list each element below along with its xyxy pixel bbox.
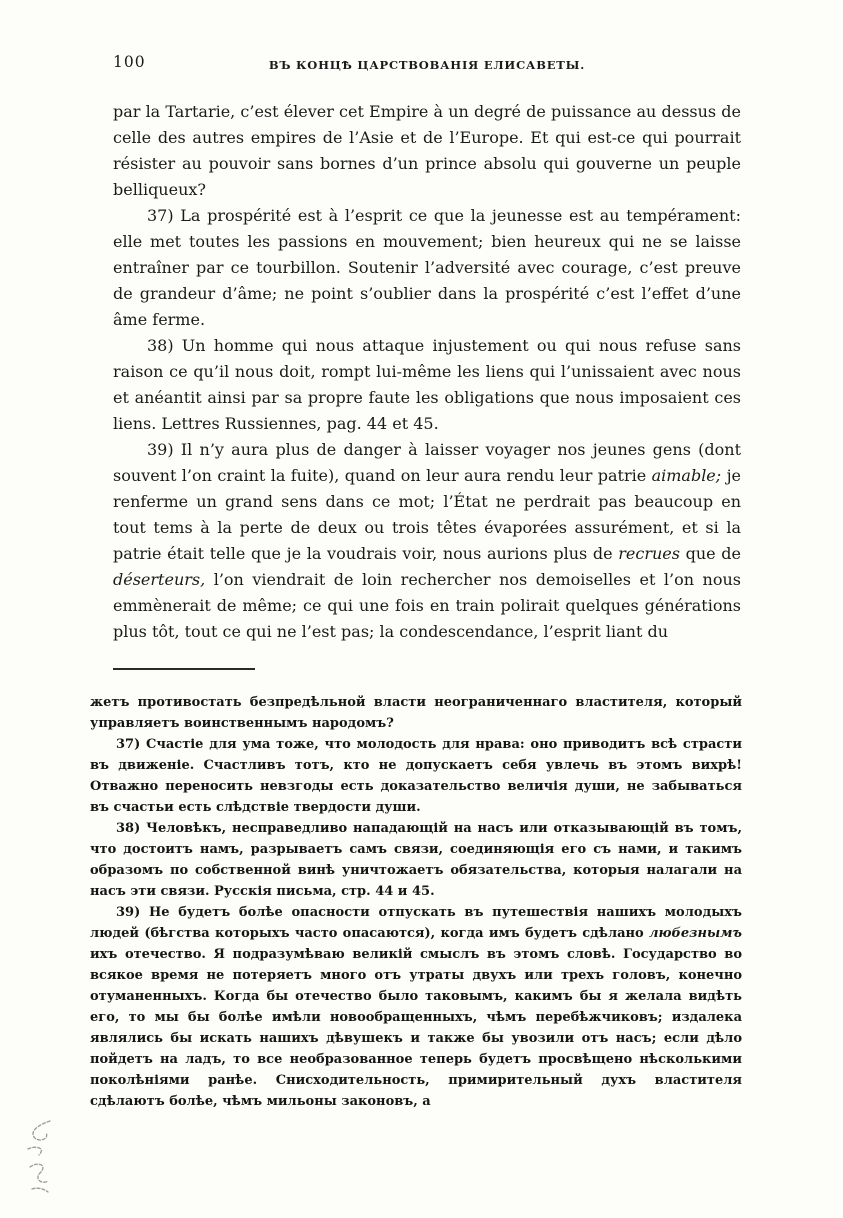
text-run: que de bbox=[679, 544, 741, 563]
text-run: 37) Счастіе для ума тоже, что молодость для нрава: оно приводитъ всѣ страсти въ движеніе. Счастливъ тотъ, кто не допускаетъ себя увлечь въ этомъ вихрѣ! Отважно переносить невзгоды есть доказательство величія души, не забываться въ счастьи есть слѣдствіе твердости души. bbox=[90, 737, 742, 815]
text-run: жетъ противостать безпредѣльной власти неограниченнаго властителя, который управляетъ воинственнымъ народомъ? bbox=[90, 695, 742, 731]
paragraph bbox=[113, 333, 741, 437]
paragraph bbox=[90, 734, 742, 818]
text-run: 39) Не будетъ болѣе опасности отпускать въ путешествія нашихъ молодыхъ людей (бѣгства которыхъ часто опасаются), когда имъ будетъ сдѣлано bbox=[90, 905, 742, 941]
main-text bbox=[113, 99, 741, 645]
text-run: 39) Il n’y aura plus de danger à laisser voyager nos jeunes gens (dont souvent l’on craint la fuite), quand on leur aura rendu leur patrie bbox=[113, 440, 741, 485]
paragraph bbox=[113, 203, 741, 333]
page-number: 100 bbox=[113, 53, 146, 71]
paragraph bbox=[90, 818, 742, 902]
text-run: 38) Un homme qui nous attaque injustement ou qui nous refuse sans raison ce qu’il nous doit, rompt lui-même les liens qui l’unissaient avec nous et anéantit ainsi par sa propre faute les obligations que nous imposaient ces liens. Lettres Russiennes, pag. 44 et 45. bbox=[113, 336, 741, 433]
text-run: ихъ отечество. Я подразумѣваю великій смыслъ въ этомъ словѣ. Государство во всякое время не потеряетъ много отъ утраты двухъ или трехъ головъ, конечно отуманенныхъ. Когда бы отечество было таковымъ, какимъ бы я желала видѣть его, то мы бы болѣе имѣли новообращенныхъ, чѣмъ перебѣжчиковъ; издалека являлись бы искать нашихъ дѣвушекъ и также бы увозили отъ насъ; если дѣло пойдетъ на ладъ, то все необразованное теперь будетъ просвѣщено нѣсколькими поколѣніями ранѣе. Снисходительность, примирительный духъ властителя сдѣлаютъ болѣе, чѣмъ мильоны законовъ, а bbox=[90, 947, 742, 1109]
paragraph bbox=[113, 437, 741, 645]
text-run: par la Tartarie, c’est élever cet Empire à un degré de puissance au dessus de celle des autres empires de l’Asie et de l’Europe. Et qui est-ce qui pourrait résister au pouvoir sans bornes d’un prince absolu qui gouverne un peuple belliqueux? bbox=[113, 102, 741, 199]
running-header: ВЪ КОНЦѢ ЦАРСТВОВАНІЯ ЕЛИСАВЕТЫ. bbox=[268, 58, 586, 72]
paragraph bbox=[90, 902, 742, 1112]
text-run: je renferme un grand sens dans ce mot; l’État ne perdrait pas beaucoup en tout tems à la perte de deux ou trois têtes évaporées assurément, et si la patrie était telle que je la voudrais voir, nous aurions plus de bbox=[113, 466, 741, 563]
page-header bbox=[113, 53, 741, 80]
italic-run: déserteurs, bbox=[113, 570, 206, 589]
italic-run: aimable; bbox=[651, 466, 722, 485]
paragraph bbox=[90, 692, 742, 734]
italic-run: любезнымъ bbox=[648, 926, 742, 941]
text-run: l’on viendrait de loin rechercher nos demoiselles et l’on nous emmènerait de même; ce qui une fois en train polirait quelques générations plus tôt, tout ce qui ne l’est pas; la condescendance, l’esprit liant du bbox=[113, 570, 741, 641]
paragraph bbox=[113, 99, 741, 203]
pencil-scribble bbox=[20, 1115, 66, 1195]
footnote-separator bbox=[113, 668, 255, 670]
text-run: 38) Человѣкъ, несправедливо нападающій на насъ или отказывающій въ томъ, что достоитъ намъ, разрываетъ самъ связи, соединяющія его съ нами, и такимъ образомъ по собственной винѣ уничтожаетъ обязательства, которыя налагали на насъ эти связи. Русскія письма, стр. 44 и 45. bbox=[90, 821, 742, 899]
footnotes bbox=[90, 692, 742, 1112]
text-run: 37) La prospérité est à l’esprit ce que la jeunesse est au tempérament: elle met toutes les passions en mouvement; bien heureux qui ne se laisse entraîner par ce tourbillon. Soutenir l’adversité avec courage, c’est preuve de grandeur d’âme; ne point s’oublier dans la prospérité c’est l’effet d’une âme ferme. bbox=[113, 206, 741, 329]
italic-run: recrues bbox=[618, 544, 680, 563]
